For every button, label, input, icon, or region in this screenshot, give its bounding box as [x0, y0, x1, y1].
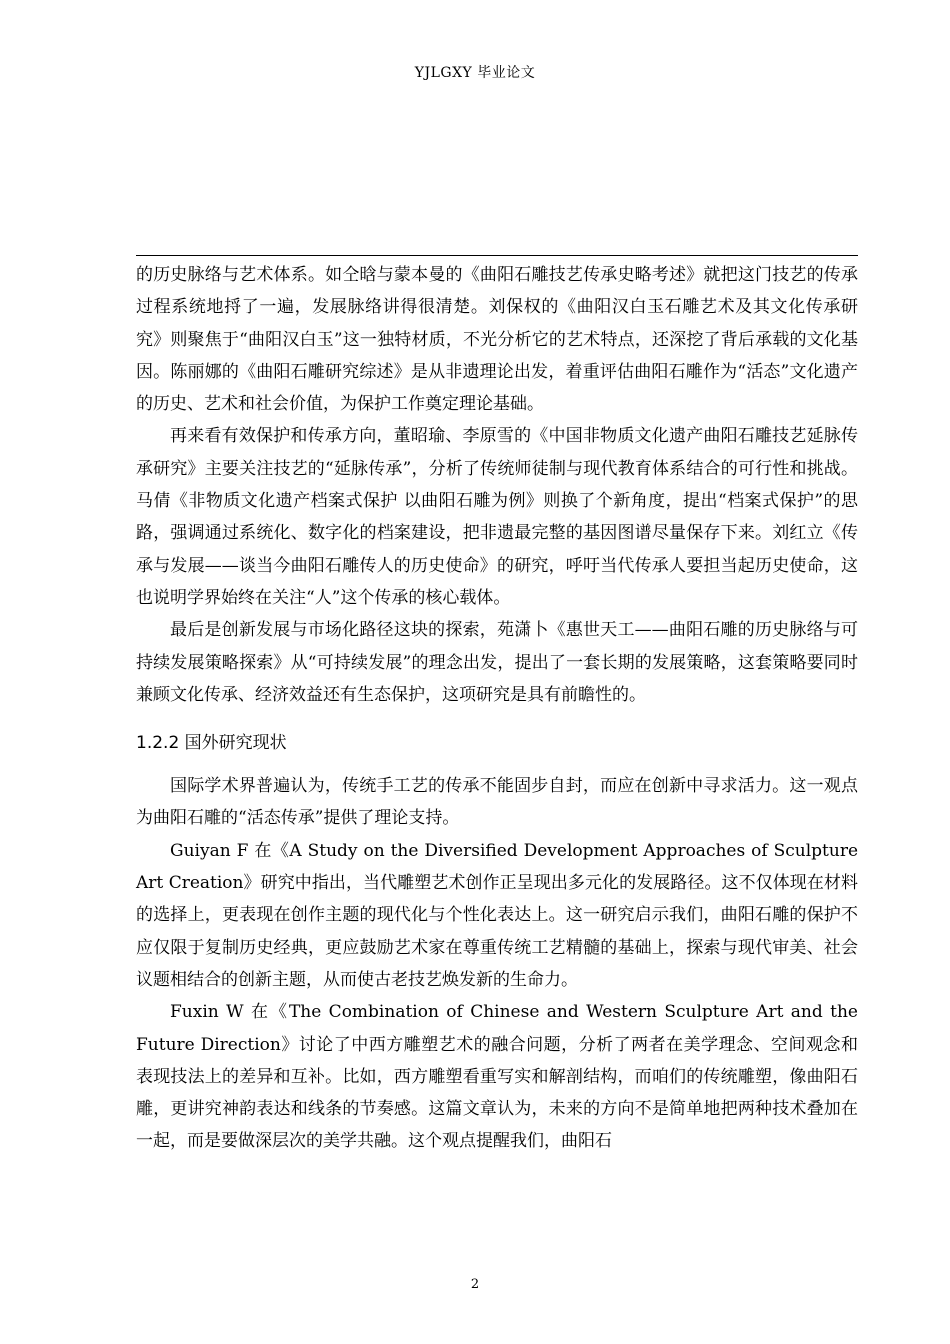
paragraph: 国际学术界普遍认为，传统手工艺的传承不能固步自封，而应在创新中寻求活力。这一观点为曲阳石雕的“活态传承”提供了理论支持。: [136, 776, 858, 829]
paragraph: Fuxin W 在《The Combination of Chinese and Western Sculpture Art and the Future Direction》讨论了中西方雕塑艺术的融合问题，分析了两者在美学理念、空间观念和表现技法上的差异和互补。比如，西方雕塑看重写实和解剖结构，而咱们的传统雕塑，像曲阳石雕，更讲究神韵表达和线条的节奏感。这篇文章认为，未来的方向不是简单地把两种技术叠加在一起，而是要做深层次的美学共融。这个观点提醒我们，曲阳石: [136, 1002, 858, 1152]
page-header: YJLGXY 毕业论文: [414, 65, 536, 81]
section-heading: 1.2.2 国外研究现状: [136, 733, 287, 754]
paragraph: 再来看有效保护和传承方向，董昭瑜、李原雪的《中国非物质文化遗产曲阳石雕技艺延脉传承研究》主要关注技艺的“延脉传承”，分析了传统师徒制与现代教育体系结合的可行性和挑战。马倩《非物质文化遗产档案式保护 以曲阳石雕为例》则换了个新角度，提出“档案式保护”的思路，强调通过系统化、数字化的档案建设，把非遗最完整的基因图谱尽量保存下来。刘红立《传承与发展——谈当今曲阳石雕传人的历史使命》的研究，呼吁当代传承人要担当起历史使命，这也说明学界始终在关注“人”这个传承的核心载体。: [136, 426, 858, 608]
paragraph: 最后是创新发展与市场化路径这块的探索，苑潇卜《惠世天工——曲阳石雕的历史脉络与可持续发展策略探索》从“可持续发展”的理念出发，提出了一套长期的发展策略，这套策略要同时兼顾文化传承、经济效益还有生态保护，这项研究是具有前瞻性的。: [136, 620, 858, 705]
paragraph: 的历史脉络与艺术体系。如仝晗与蒙本曼的《曲阳石雕技艺传承史略考述》就把这门技艺的传承过程系统地捋了一遍，发展脉络讲得很清楚。刘保权的《曲阳汉白玉石雕艺术及其文化传承研究》则聚焦于“曲阳汉白玉”这一独特材质，不光分析它的艺术特点，还深挖了背后承载的文化基因。陈丽娜的《曲阳石雕研究综述》是从非遗理论出发，着重评估曲阳石雕作为“活态”文化遗产的历史、艺术和社会价值，为保护工作奠定理论基础。: [136, 265, 858, 415]
page-number: 2: [470, 1277, 480, 1292]
paragraph: Guiyan F 在《A Study on the Diversified Development Approaches of Sculpture Art Creation》研究中指出，当代雕塑艺术创作正呈现出多元化的发展路径。这不仅体现在材料的选择上，更表现在创作主题的现代化与个性化表达上。这一研究启示我们，曲阳石雕的保护不应仅限于复制历史经典，更应鼓励艺术家在尊重传统工艺精髓的基础上，探索与现代审美、社会议题相结合的创新主题，从而使古老技艺焕发新的生命力。: [136, 840, 858, 990]
body-text: [136, 259, 858, 1158]
header-divider: [136, 255, 858, 256]
